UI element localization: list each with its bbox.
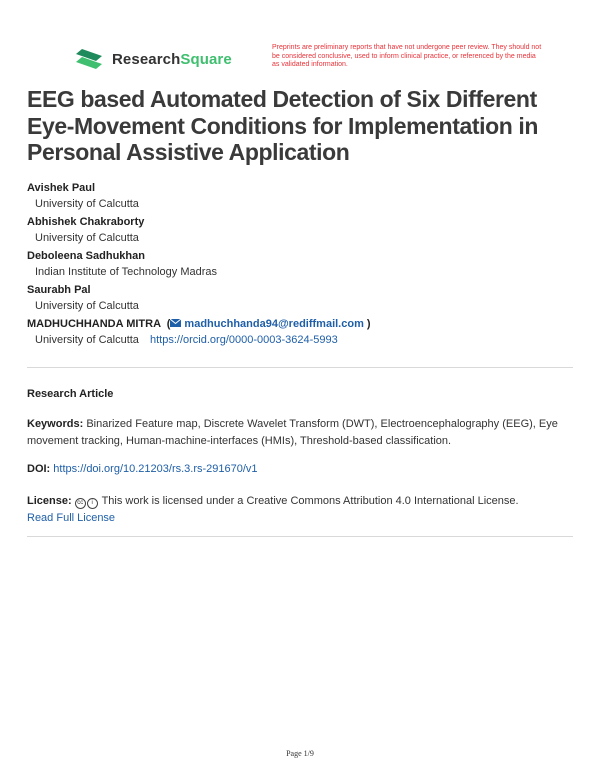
corresponding-author-name: MADHUCHHANDA MITRA [27,318,161,330]
author-affiliation: Indian Institute of Technology Madras [35,266,218,278]
attribution-icon: i [87,498,98,509]
email-link[interactable] [170,318,363,330]
doi-label: DOI: [27,463,51,475]
license [27,493,575,527]
keywords-text: Binarized Feature map, Discrete Wavelet Transform (DWT), Electroencephalography (EEG), Eye movement tracking, Human-machine-interfaces (HMIs), Threshold-based classification. [27,418,558,447]
author-name: Saurabh Pal [27,284,91,296]
author-name: Deboleena Sadhukhan [27,250,145,262]
page-number: Page 1/9 [286,749,314,758]
divider [27,367,573,368]
preprint-notice: Preprints are preliminary reports that have not undergone peer review. They should not be considered conclusive, used to inform clinical practice, or referenced by the media as validated information. [272,44,542,68]
license-text: This work is licensed under a Creative Commons Attribution 4.0 International License. [101,495,519,507]
author-entry [27,248,577,282]
doi [27,461,575,478]
author-affiliation: University of Calcutta [35,300,139,312]
author-entry [27,214,577,248]
read-full-license-link[interactable]: Read Full License [27,512,116,524]
author-name: Abhishek Chakraborty [27,216,145,228]
email-address: madhuchhanda94@rediffmail.com [184,318,364,330]
author-affiliation: University of Calcutta [35,232,139,244]
keywords [27,416,575,450]
article-type: Research Article [27,388,114,400]
divider [27,536,573,537]
author-entry [27,282,577,316]
author-affiliation-row [27,332,577,350]
author-name: Avishek Paul [27,182,96,194]
author-affiliation: University of Calcutta [35,198,139,210]
doi-link[interactable]: https://doi.org/10.21203/rs.3.rs-291670/v1 [53,463,258,475]
author-entry [27,316,577,350]
research-square-logo[interactable] [75,48,232,70]
author-entry [27,180,577,214]
author-affiliation: University of Calcutta [35,334,139,346]
keywords-label: Keywords: [27,418,84,430]
research-square-logo-icon [75,48,103,70]
orcid-link[interactable]: https://orcid.org/0000-0003-3624-5993 [150,334,338,346]
author-name: MADHUCHHANDA MITRA ( madhuchhanda94@rediffmail.com ) [27,318,371,330]
logo-wordmark: ResearchSquare [112,50,232,68]
envelope-icon [170,319,181,327]
cc-icon: cc [75,498,86,509]
paper-title: EEG based Automated Detection of Six Different Eye-Movement Conditions for Implementation in Personal Assistive Application [27,86,539,165]
author-list [27,180,577,350]
license-label: License: [27,495,72,507]
